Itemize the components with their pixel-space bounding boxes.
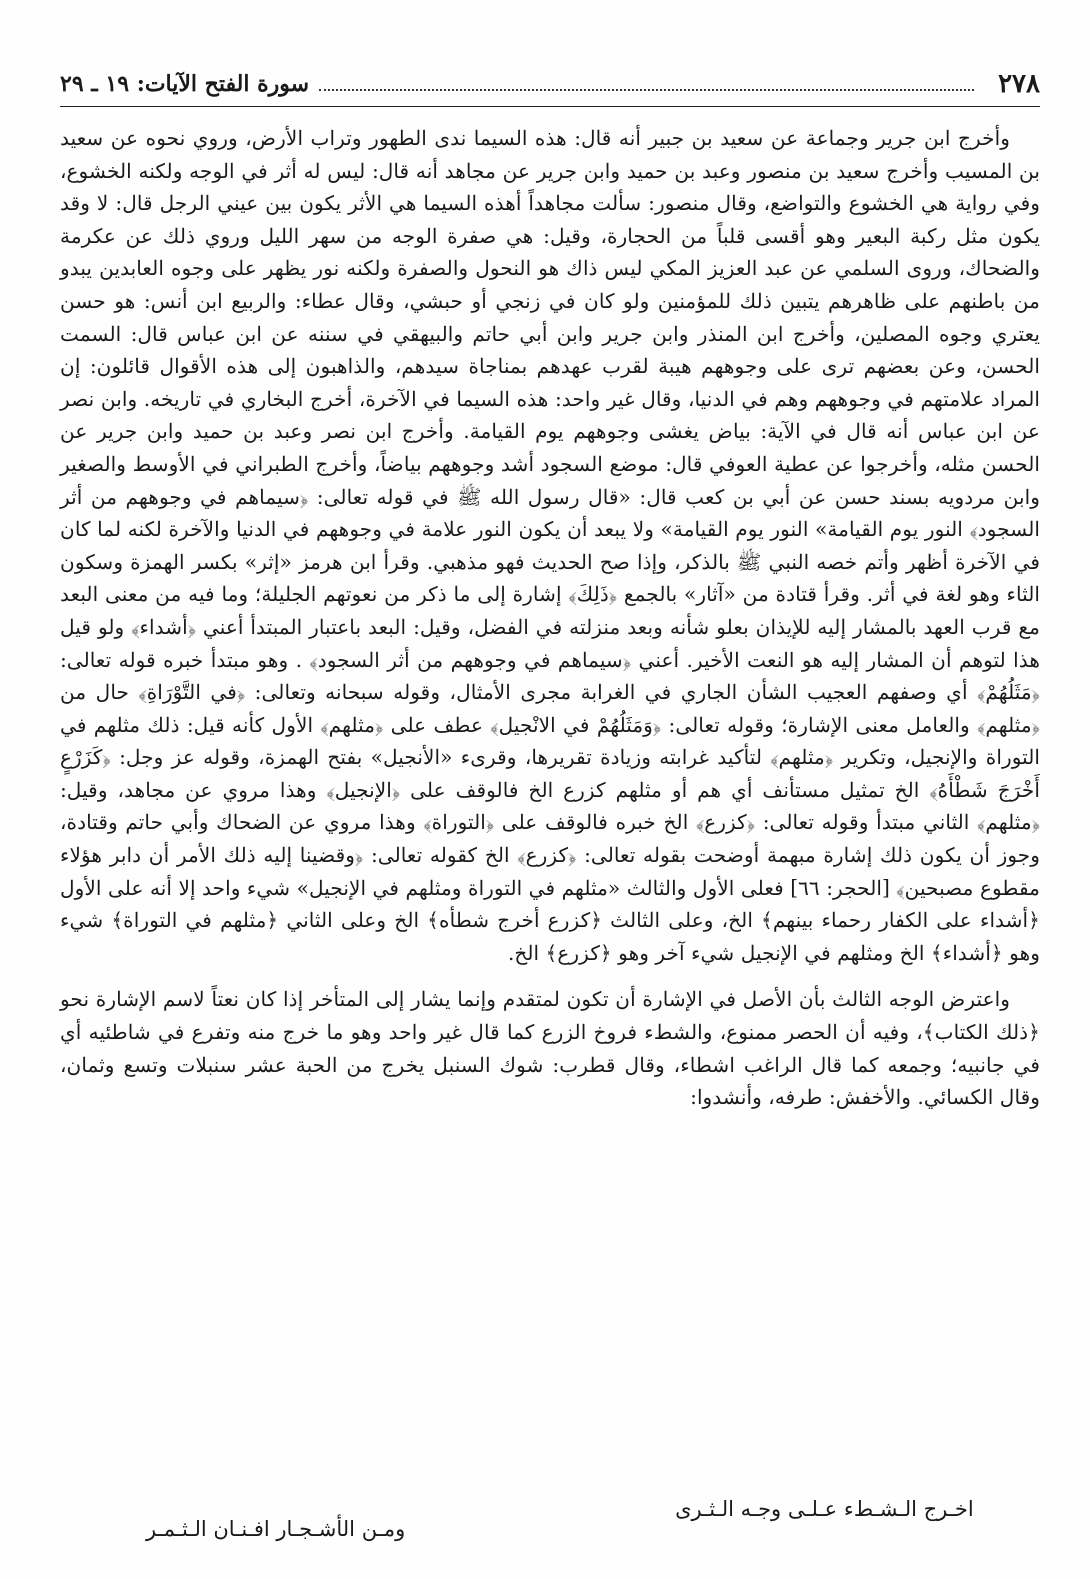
body-text (60, 122, 1040, 1114)
page-number: ٢٧٨ (998, 69, 1040, 99)
page-header (60, 62, 1040, 107)
paragraph: واعترض الوجه الثالث بأن الأصل في الإشارة أن تكون لمتقدم وإنما يشار إلى المتأخر إذا كان نعتاً لاسم الإشارة نحو ﴿ذلك الكتاب﴾، وفيه أن الحصر ممنوع، والشطء فروخ الزرع كما قال غير واحد وهو ما خرج منه وتفرع في شاطئيه أي في جانبيه؛ وجمعه كما قال الراغب اشطاء، وقال قطرب: شوك السنبل يخرج من الحبة عشر سنبلات وتسع وثمان، وقال الكسائي. والأخفش: طرفه، وأنشدوا: (60, 987, 1040, 1110)
first-hemistich: اخـرج الـشـطء عـلـى وجـه الـثـرى (675, 1497, 974, 1521)
second-hemistich: ومـن الأشـجـار افـنـان الـثـمـر (145, 1517, 406, 1541)
running-title: سورة الفتح الآيات: ١٩ ـ ٢٩ (60, 71, 310, 97)
paragraph: وأخرج ابن جرير وجماعة عن سعيد بن جبير أنه قال: هذه السيما ندى الطهور وتراب الأرض، وروي نحوه عن سعيد بن المسيب وأخرج سعيد بن منصور وعبد بن حميد وابن جرير عن مجاهد أنه قال: ليس له أثر في الوجه ولكنه الخشوع، وفي رواية هي الخشوع والتواضع، وقال منصور: سألت مجاهداً أهذه السيما هي الأثر يكون بين عيني الرجل قال: لا وقد يكون مثل ركبة البعير وهو أقسى قلباً من الحجارة، وقيل: هي صفرة الوجه من سهر الليل وروي ذلك عن عكرمة والضحاك، وروى السلمي عن عبد العزيز المكي ليس ذاك هو النحول والصفرة ولكنه نور يظهر على وجوه العابدين يبدو من باطنهم على ظاهرهم يتبين ذلك للمؤمنين ولو كان في زنجي أو حبشي، وقال عطاء: والربيع ابن أنس: هو حسن يعتري وجوه المصلين، وأخرج ابن المنذر وابن جرير وابن أبي حاتم والبيهقي في سننه عن ابن عباس قال: السمت الحسن، وعن بعضهم ترى على وجوههم هيبة لقرب عهدهم بمناجاة سيدهم، والذاهبون إلى هذه الأقوال قائلون: إن المراد علامتهم في وجوههم وهم في الدنيا، وقال غير واحد: هذه السيما في الآخرة، أخرج البخاري في تاريخه. وابن نصر عن ابن عباس أنه قال في الآية: بياض يغشى وجوههم يوم القيامة. وأخرج ابن نصر وعبد بن حميد وابن جرير عن الحسن مثله، وأخرجوا عن عطية العوفي قال: موضع السجود أشد وجوههم بياضاً، وأخرج الطبراني في الأوسط والصغير وابن مردويه بسند حسن عن أبي بن كعب قال: «قال رسول الله ﷺ في قوله تعالى: ﴿سيماهم في وجوههم من أثر السجود﴾ النور يوم القيامة» النور يوم القيامة» ولا يبعد أن يكون النور علامة في وجوههم في الدنيا والآخرة لكنه لما كان في الآخرة أظهر وأتم خصه النبي ﷺ بالذكر، وإذا صح الحديث فهو مذهبي. وقرأ ابن هرمز «إثر» بكسر الهمزة وسكون الثاء وهو لغة في أثر. وقرأ قتادة من «آثار» بالجمع ﴿ذَلِكَ﴾ إشارة إلى ما ذكر من نعوتهم الجليلة؛ وما فيه من معنى البعد مع قرب العهد بالمشار إليه للإيذان بعلو شأنه وبعد منزلته في الفضل، وقيل: البعد باعتبار المبتدأ أعني ﴿أشداء﴾ ولو قيل هذا لتوهم أن المشار إليه هو النعت الأخير. أعني ﴿سيماهم في وجوههم من أثر السجود﴾ . وهو مبتدأ خبره قوله تعالى: ﴿مَثَلُهُمْ﴾ أي وصفهم العجيب الشأن الجاري في الغرابة مجرى الأمثال، وقوله سبحانه وتعالى: ﴿في التَّوْرَاةِ﴾ حال من ﴿مثلهم﴾ والعامل معنى الإشارة؛ وقوله تعالى: ﴿وَمَثَلُهُمْ في الانْجيل﴾ عطف على ﴿مثلهم﴾ الأول كأنه قيل: ذلك مثلهم في التوراة والإنجيل، وتكرير ﴿مثلهم﴾ لتأكيد غرابته وزيادة تقريرها، وقرىء «الأنجيل» بفتح الهمزة، وقوله عز وجل: ﴿كَزَرْعٍ أَخْرَجَ شَطْأَهُ﴾ الخ تمثيل مستأنف أي هم أو مثلهم كزرع الخ فالوقف على ﴿الإنجيل﴾ وهذا مروي عن مجاهد، وقيل: ﴿مثلهم﴾ الثاني مبتدأ وقوله تعالى: ﴿كزرع﴾ الخ خبره فالوقف على ﴿التوراة﴾ وهذا مروي عن الضحاك وأبي حاتم وقتادة، وجوز أن يكون ذلك إشارة مبهمة أوضحت بقوله تعالى: ﴿كزرع﴾ الخ كقوله تعالى: ﴿وقضينا إليه ذلك الأمر أن دابر هؤلاء مقطوع مصبحين﴾ [الحجر: ٦٦] فعلى الأول والثالث «مثلهم في التوراة ومثلهم في الإنجيل» شيء واحد إلا أنه على الأول ﴿أشداء على الكفار رحماء بينهم﴾ الخ، وعلى الثالث ﴿كزرع أخرج شطأه﴾ الخ وعلى الثاني ﴿مثلهم في التوراة﴾ شيء وهو ﴿أشداء﴾ الخ ومثلهم في الإنجيل شيء آخر وهو ﴿كزرع﴾ الخ. (60, 126, 1041, 965)
poetry-verse (60, 1497, 1040, 1541)
dotted-leader (319, 89, 974, 91)
